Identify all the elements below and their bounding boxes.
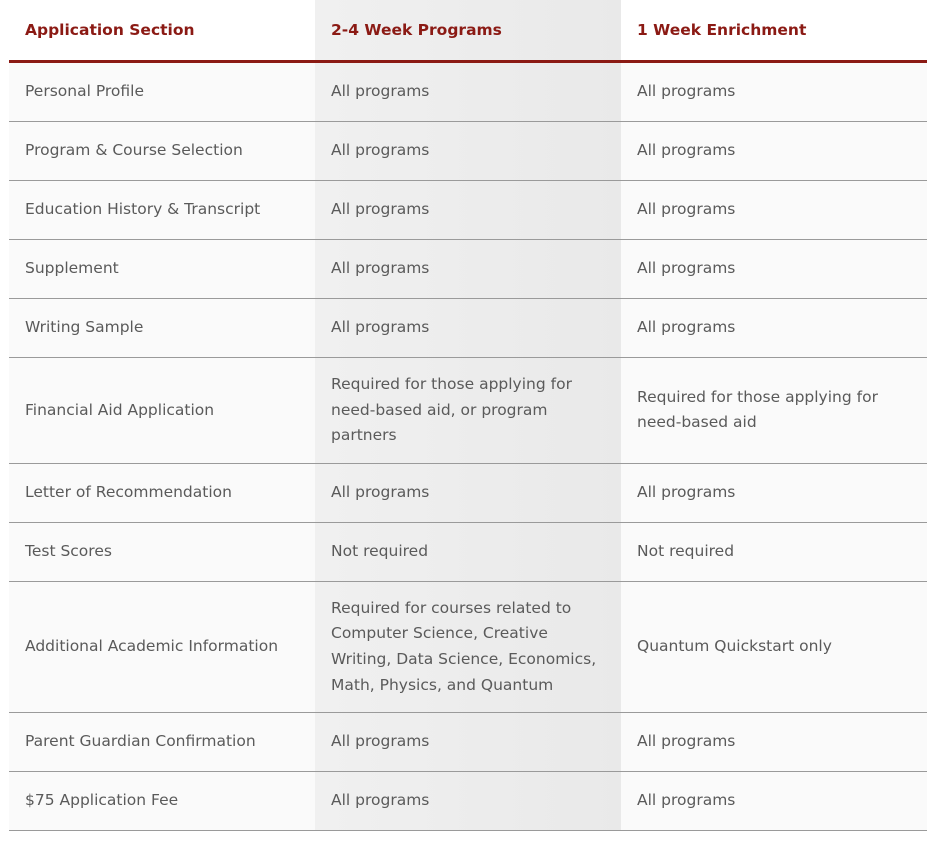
row-2-4-week: Required for courses related to Computer Science, Creative Writing, Data Science, Economics, Math, Physics, and Quantum: [315, 581, 621, 712]
table-row: [9, 772, 927, 831]
row-2-4-week: All programs: [315, 713, 621, 772]
row-1-week: All programs: [621, 122, 927, 181]
row-1-week: All programs: [621, 713, 927, 772]
table-header: [9, 0, 927, 62]
row-2-4-week: All programs: [315, 62, 621, 122]
row-1-week: All programs: [621, 240, 927, 299]
application-requirements-table: [9, 0, 927, 831]
row-section: Writing Sample: [9, 299, 315, 358]
row-2-4-week: Required for those applying for need-based aid, or program partners: [315, 358, 621, 464]
row-2-4-week: All programs: [315, 299, 621, 358]
row-section: Personal Profile: [9, 62, 315, 122]
row-1-week: All programs: [621, 299, 927, 358]
row-2-4-week: All programs: [315, 240, 621, 299]
table-row: [9, 522, 927, 581]
table-row: [9, 62, 927, 122]
row-section: Supplement: [9, 240, 315, 299]
row-section: Program & Course Selection: [9, 122, 315, 181]
table-row: [9, 240, 927, 299]
header-2-4-week-programs: 2-4 Week Programs: [315, 0, 621, 62]
row-1-week: All programs: [621, 772, 927, 831]
row-section: Letter of Recommendation: [9, 463, 315, 522]
row-1-week: Quantum Quickstart only: [621, 581, 927, 712]
header-row: [9, 0, 927, 62]
table-row: [9, 358, 927, 464]
row-2-4-week: All programs: [315, 122, 621, 181]
row-1-week: All programs: [621, 181, 927, 240]
row-2-4-week: All programs: [315, 772, 621, 831]
row-1-week: All programs: [621, 463, 927, 522]
row-2-4-week: All programs: [315, 463, 621, 522]
row-section: Education History & Transcript: [9, 181, 315, 240]
row-2-4-week: Not required: [315, 522, 621, 581]
row-1-week: Required for those applying for need-based aid: [621, 358, 927, 464]
table-row: [9, 122, 927, 181]
row-section: Test Scores: [9, 522, 315, 581]
row-1-week: All programs: [621, 62, 927, 122]
row-section: Parent Guardian Confirmation: [9, 713, 315, 772]
table-row: [9, 463, 927, 522]
table-row: [9, 581, 927, 712]
row-section: Additional Academic Information: [9, 581, 315, 712]
table-row: [9, 299, 927, 358]
table-row: [9, 181, 927, 240]
row-section: $75 Application Fee: [9, 772, 315, 831]
header-application-section: Application Section: [9, 0, 315, 62]
row-section: Financial Aid Application: [9, 358, 315, 464]
header-1-week-enrichment: 1 Week Enrichment: [621, 0, 927, 62]
table-body: [9, 62, 927, 831]
row-1-week: Not required: [621, 522, 927, 581]
row-2-4-week: All programs: [315, 181, 621, 240]
table-row: [9, 713, 927, 772]
